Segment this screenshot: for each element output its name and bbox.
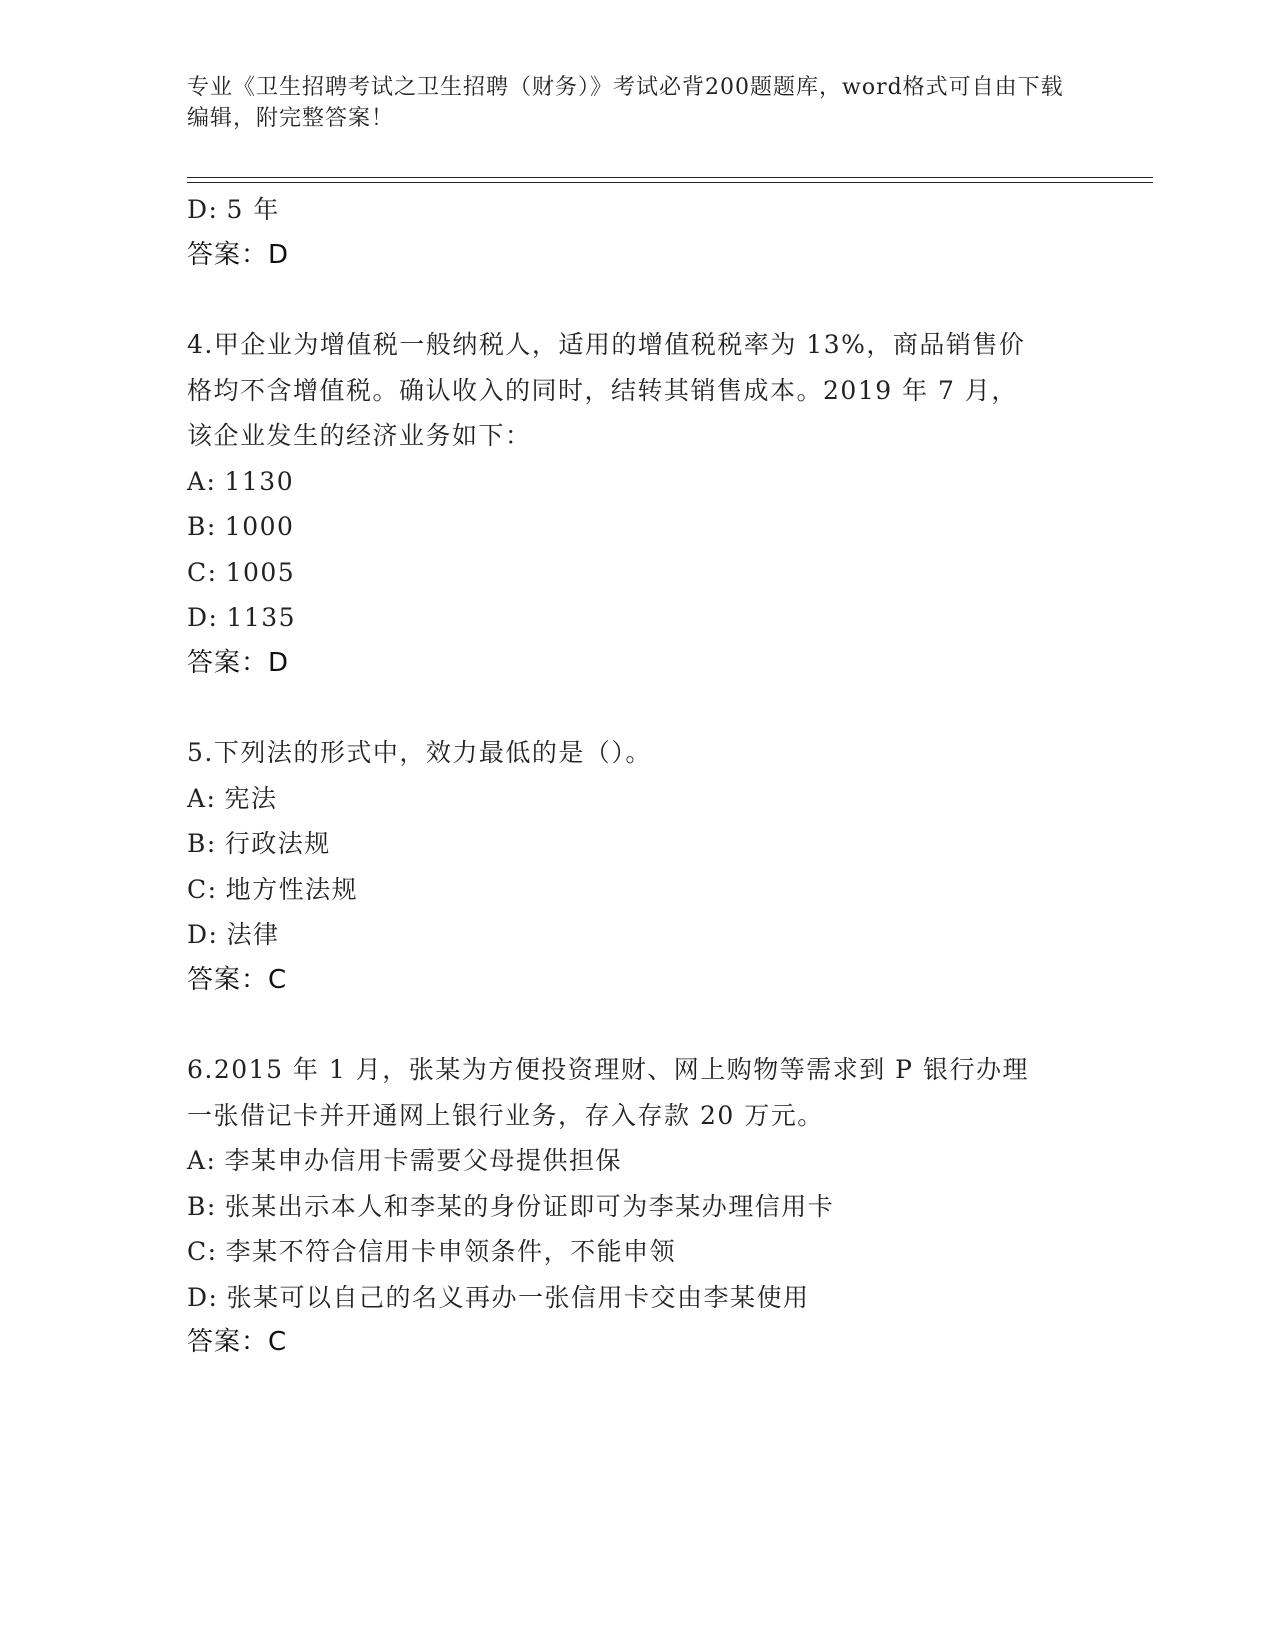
stem-line: 2015 年 1 月，张某为方便投资理财、网上购物等需求到 P 银行办理 (213, 1055, 1029, 1084)
option-line (187, 1275, 1087, 1321)
stem-line: 下列法的形式中，效力最低的是（）。 (213, 738, 652, 767)
option-line (187, 867, 1087, 913)
option-line (187, 912, 1087, 958)
option-label: B: (187, 829, 217, 858)
option-text: 行政法规 (224, 829, 331, 858)
option-label: C: (187, 1237, 218, 1266)
stem-line: 该企业发生的经济业务如下： (187, 421, 532, 450)
option-text: 1005 (225, 557, 296, 587)
option-line (187, 776, 1087, 822)
option-line (187, 821, 1087, 867)
option-label: B: (187, 1191, 217, 1221)
option-text: 1135 (226, 603, 297, 632)
option-text: 李某不符合信用卡申领条件，不能申领 (225, 1237, 677, 1266)
question-5 (187, 730, 1087, 1003)
answer-line: 答案：C (187, 964, 288, 995)
stem-line: 格均不含增值税。确认收入的同时，结转其销售成本。2019 年 7 月， (187, 375, 1018, 405)
option-line (187, 187, 1087, 233)
option-label: D: (187, 920, 219, 949)
option-label: B: (187, 512, 217, 541)
document-header: 专业《卫生招聘考试之卫生招聘（财务）》考试必背200题题库，word格式可自由下载编辑，附完整答案！ (187, 75, 1064, 131)
option-text: 宪法 (224, 783, 278, 813)
option-label: D: (187, 195, 219, 224)
question-list (187, 187, 1087, 1366)
answer-line: 答案：C (187, 1327, 288, 1357)
option-line (187, 459, 1087, 505)
stem-line: 一张借记卡并开通网上银行业务，存入存款 20 万元。 (187, 1100, 824, 1130)
option-line (187, 1138, 1087, 1184)
option-text: 1000 (224, 512, 295, 541)
option-text: 1130 (224, 466, 295, 496)
header-rule-bottom (187, 182, 1153, 183)
question-stem (187, 322, 1067, 459)
option-text: 5 年 (226, 195, 280, 224)
question-number: 5. (187, 738, 214, 767)
question-number: 6. (187, 1055, 214, 1084)
option-text: 李某申办信用卡需要父母提供担保 (224, 1146, 622, 1175)
option-label: A: (187, 466, 217, 496)
option-label: C: (187, 874, 218, 904)
option-label: D: (187, 1282, 219, 1312)
option-label: A: (187, 1146, 217, 1175)
answer-line: 答案：D (187, 239, 290, 270)
option-text: 地方性法规 (225, 874, 359, 904)
stem-line: 甲企业为增值税一般纳税人，适用的增值税税率为 13%，商品销售价 (213, 330, 1026, 359)
question-4 (187, 322, 1087, 686)
option-label: A: (187, 783, 217, 813)
option-text: 法律 (226, 920, 280, 949)
question-6 (187, 1047, 1087, 1366)
option-line (187, 504, 1087, 550)
option-line (187, 1184, 1087, 1230)
question-stem (187, 730, 1067, 776)
option-label: D: (187, 603, 219, 632)
header-rule-top (187, 177, 1153, 178)
question-number: 4. (187, 330, 214, 359)
answer-line: 答案：D (187, 647, 290, 678)
option-label: C: (187, 557, 218, 587)
option-text: 张某可以自己的名义再办一张信用卡交由李某使用 (226, 1282, 810, 1312)
option-line (187, 550, 1087, 596)
option-line (187, 595, 1087, 641)
option-text: 张某出示本人和李某的身份证即可为李某办理信用卡 (224, 1191, 835, 1221)
option-line (187, 1229, 1087, 1275)
question-stem (187, 1047, 1067, 1138)
